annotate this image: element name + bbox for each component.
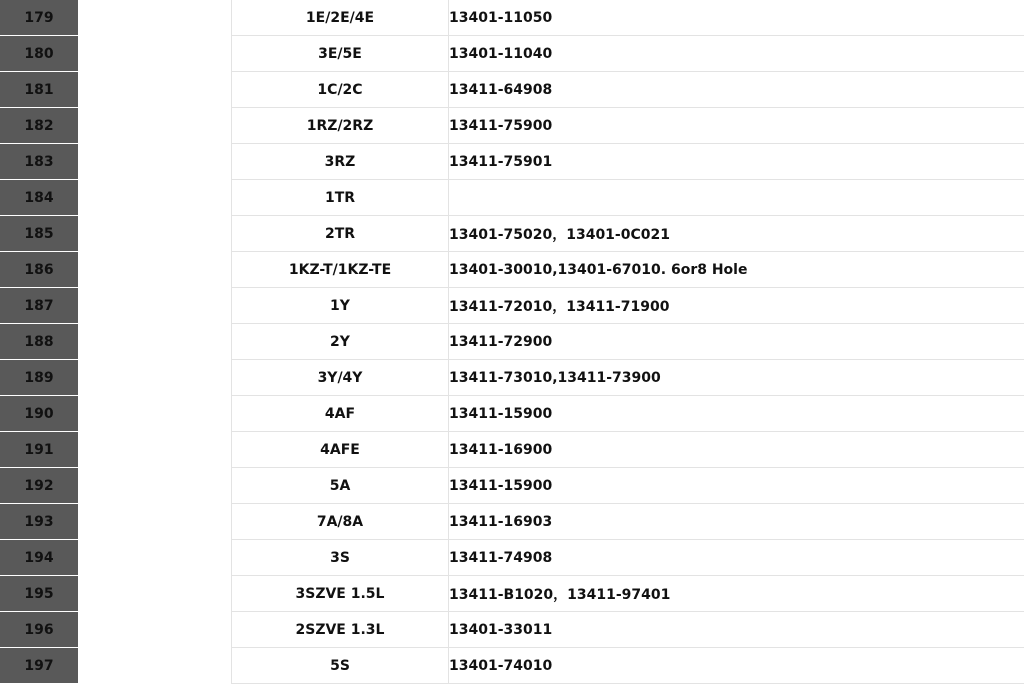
row-number-cell[interactable]: 185 <box>0 216 78 252</box>
part-number-cell[interactable]: 13411-72900 <box>449 324 1024 360</box>
engine-model-cell[interactable]: 3SZVE 1.5L <box>232 576 449 612</box>
table-row <box>0 252 1024 288</box>
engine-model-cell[interactable]: 7A/8A <box>232 504 449 540</box>
empty-cell[interactable] <box>78 612 232 648</box>
engine-model-cell[interactable]: 1TR <box>232 180 449 216</box>
empty-cell[interactable] <box>78 216 232 252</box>
row-number-cell[interactable]: 193 <box>0 504 78 540</box>
part-number-cell[interactable]: 13411-74908 <box>449 540 1024 576</box>
table-row <box>0 504 1024 540</box>
part-number-cell[interactable]: 13411-75901 <box>449 144 1024 180</box>
part-number-cell[interactable]: 13411-64908 <box>449 72 1024 108</box>
table-row <box>0 324 1024 360</box>
row-number-cell[interactable]: 191 <box>0 432 78 468</box>
empty-cell[interactable] <box>78 540 232 576</box>
part-number-cell[interactable]: 13401-75020，13401-0C021 <box>449 216 1024 252</box>
table-row <box>0 540 1024 576</box>
empty-cell[interactable] <box>78 108 232 144</box>
engine-model-cell[interactable]: 1KZ-T/1KZ-TE <box>232 252 449 288</box>
table-row <box>0 216 1024 252</box>
engine-model-cell[interactable]: 1Y <box>232 288 449 324</box>
part-number-cell[interactable] <box>449 180 1024 216</box>
engine-model-cell[interactable]: 2SZVE 1.3L <box>232 612 449 648</box>
engine-model-cell[interactable]: 1RZ/2RZ <box>232 108 449 144</box>
part-number-cell[interactable]: 13401-74010 <box>449 648 1024 684</box>
row-number-cell[interactable]: 183 <box>0 144 78 180</box>
part-number-cell[interactable]: 13401-11050 <box>449 0 1024 36</box>
part-number-cell[interactable]: 13401-11040 <box>449 36 1024 72</box>
engine-model-cell[interactable]: 3RZ <box>232 144 449 180</box>
part-number-cell[interactable]: 13401-33011 <box>449 612 1024 648</box>
row-number-cell[interactable]: 195 <box>0 576 78 612</box>
engine-model-cell[interactable]: 1C/2C <box>232 72 449 108</box>
table-row <box>0 576 1024 612</box>
empty-cell[interactable] <box>78 36 232 72</box>
table-row <box>0 648 1024 684</box>
part-number-cell[interactable]: 13411-16903 <box>449 504 1024 540</box>
row-number-cell[interactable]: 197 <box>0 648 78 684</box>
part-number-cell[interactable]: 13411-16900 <box>449 432 1024 468</box>
engine-model-cell[interactable]: 4AF <box>232 396 449 432</box>
part-number-cell[interactable]: 13411-B1020，13411-97401 <box>449 576 1024 612</box>
row-number-cell[interactable]: 180 <box>0 36 78 72</box>
engine-model-cell[interactable]: 2TR <box>232 216 449 252</box>
empty-cell[interactable] <box>78 648 232 684</box>
empty-cell[interactable] <box>78 144 232 180</box>
table-row <box>0 396 1024 432</box>
engine-model-cell[interactable]: 3Y/4Y <box>232 360 449 396</box>
row-number-cell[interactable]: 194 <box>0 540 78 576</box>
engine-model-cell[interactable]: 4AFE <box>232 432 449 468</box>
engine-model-cell[interactable]: 3E/5E <box>232 36 449 72</box>
row-number-cell[interactable]: 181 <box>0 72 78 108</box>
empty-cell[interactable] <box>78 360 232 396</box>
empty-cell[interactable] <box>78 468 232 504</box>
engine-model-cell[interactable]: 3S <box>232 540 449 576</box>
row-number-cell[interactable]: 189 <box>0 360 78 396</box>
empty-cell[interactable] <box>78 576 232 612</box>
engine-model-cell[interactable]: 5S <box>232 648 449 684</box>
empty-cell[interactable] <box>78 180 232 216</box>
table-row <box>0 0 1024 36</box>
empty-cell[interactable] <box>78 0 232 36</box>
table-row <box>0 180 1024 216</box>
row-number-cell[interactable]: 196 <box>0 612 78 648</box>
row-number-cell[interactable]: 184 <box>0 180 78 216</box>
part-number-cell[interactable]: 13411-15900 <box>449 468 1024 504</box>
row-number-cell[interactable]: 186 <box>0 252 78 288</box>
empty-cell[interactable] <box>78 396 232 432</box>
row-number-cell[interactable]: 188 <box>0 324 78 360</box>
empty-cell[interactable] <box>78 432 232 468</box>
engine-model-cell[interactable]: 1E/2E/4E <box>232 0 449 36</box>
row-number-cell[interactable]: 190 <box>0 396 78 432</box>
empty-cell[interactable] <box>78 252 232 288</box>
row-number-cell[interactable]: 179 <box>0 0 78 36</box>
table-row <box>0 36 1024 72</box>
table-row <box>0 108 1024 144</box>
part-number-cell[interactable]: 13411-75900 <box>449 108 1024 144</box>
table-row <box>0 468 1024 504</box>
empty-cell[interactable] <box>78 324 232 360</box>
table-row <box>0 72 1024 108</box>
part-number-cell[interactable]: 13411-72010，13411-71900 <box>449 288 1024 324</box>
row-number-cell[interactable]: 187 <box>0 288 78 324</box>
table-row <box>0 612 1024 648</box>
row-number-cell[interactable]: 192 <box>0 468 78 504</box>
table-row <box>0 288 1024 324</box>
empty-cell[interactable] <box>78 288 232 324</box>
engine-model-cell[interactable]: 5A <box>232 468 449 504</box>
part-number-cell[interactable]: 13401-30010,13401-67010. 6or8 Hole <box>449 252 1024 288</box>
engine-model-cell[interactable]: 2Y <box>232 324 449 360</box>
empty-cell[interactable] <box>78 72 232 108</box>
empty-cell[interactable] <box>78 504 232 540</box>
part-number-cell[interactable]: 13411-73010,13411-73900 <box>449 360 1024 396</box>
part-number-cell[interactable]: 13411-15900 <box>449 396 1024 432</box>
table-row <box>0 360 1024 396</box>
table-row <box>0 432 1024 468</box>
table-row <box>0 144 1024 180</box>
row-number-cell[interactable]: 182 <box>0 108 78 144</box>
